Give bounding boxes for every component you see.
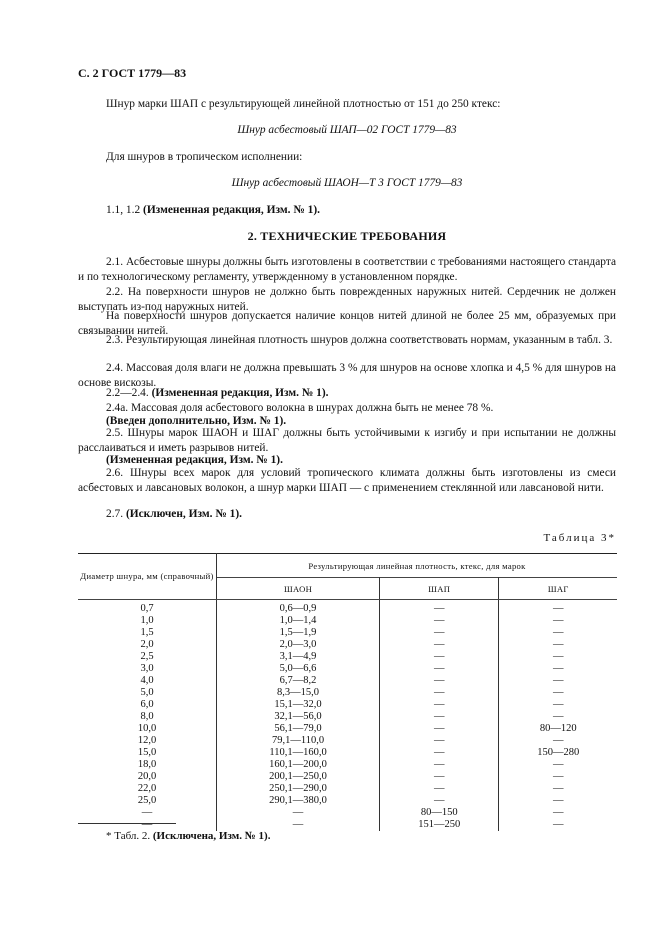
table-row: [78, 687, 617, 699]
table-cell: —: [380, 699, 499, 711]
table-row: [78, 807, 617, 819]
table-cell: 0,6—0,9: [217, 600, 380, 616]
col-header-group: Результирующая линейная плотность, ктекс, для марок: [217, 554, 618, 578]
para-2-2b: На поверхности шнуров допускается наличие концов нитей длиной не более 25 мм, образуемых при связывании нитей.: [78, 310, 616, 337]
designation-example-2: Шнур асбестовый ШАОН—Т 3 ГОСТ 1779—83: [231, 177, 463, 189]
table-row: [78, 735, 617, 747]
footnote-bold: (Исключена, Изм. № 1).: [152, 830, 271, 842]
table-cell: 2,0: [78, 639, 217, 651]
table-cell: —: [380, 723, 499, 735]
table-cell: 290,1—380,0: [217, 795, 380, 807]
table-cell: —: [552, 651, 564, 662]
table-caption: Таблица 3*: [543, 532, 616, 544]
table-cell: —: [380, 795, 499, 807]
table-row: [78, 615, 617, 627]
table-cell: —: [380, 663, 499, 675]
note-bold: (Измененная редакция, Изм. № 1).: [151, 387, 329, 399]
table-cell: 2,5: [78, 651, 217, 663]
table-cell: 200,1—250,0: [217, 771, 380, 783]
section-title: 2. ТЕХНИЧЕСКИЕ ТРЕБОВАНИЯ: [247, 229, 447, 243]
table-row: [78, 639, 617, 651]
table-cell: —: [380, 675, 499, 687]
table-cell: —: [380, 735, 499, 747]
table-cell: —: [380, 759, 499, 771]
table-cell: 5,0—6,6: [217, 663, 380, 675]
table-cell: 3,1—4,9: [217, 651, 380, 663]
table-cell: 32,1—56,0: [217, 711, 380, 723]
table-cell: 10,0: [78, 723, 217, 735]
table-cell: —: [552, 711, 564, 722]
table-row: [78, 723, 617, 735]
table-cell: 3,0: [78, 663, 217, 675]
para-2-5: 2.5. Шнуры марок ШАОН и ШАГ должны быть устойчивыми к изгибу и при испытании не должны расслаиваться и иметь разрывов нитей.: [78, 427, 616, 454]
table-cell: 79,1—110,0: [217, 735, 380, 747]
table-row: [78, 747, 617, 759]
table-cell: 150—280: [537, 747, 580, 758]
table-3: [78, 553, 617, 831]
table-cell: —: [380, 627, 499, 639]
table-cell: 160,1—200,0: [217, 759, 380, 771]
table-cell: 25,0: [78, 795, 217, 807]
table-cell: 18,0: [78, 759, 217, 771]
table-cell: 1,5—1,9: [217, 627, 380, 639]
note-number: 2.2—2.4.: [106, 387, 152, 399]
table-cell: 22,0: [78, 783, 217, 795]
table-row: [78, 771, 617, 783]
table-cell: 8,0: [78, 711, 217, 723]
table-cell: —: [552, 639, 564, 650]
para-2-7: [78, 507, 616, 522]
para-2-6: 2.6. Шнуры всех марок для условий тропического климата должны быть изготовлены из смеси асбестовых и лавсановых волокон, а шнур марки ШАП — с применением стеклянной или лавсановой нити.: [78, 467, 616, 494]
table-cell: 6,7—8,2: [217, 675, 380, 687]
table-cell: —: [78, 819, 217, 831]
table-cell: 4,0: [78, 675, 217, 687]
footnote-text: * Табл. 2.: [106, 830, 153, 842]
table-cell: —: [552, 735, 564, 746]
table-cell: 8,3—15,0: [217, 687, 380, 699]
table-cell: —: [217, 807, 380, 819]
table-cell: —: [380, 639, 499, 651]
table-cell: —: [552, 699, 564, 710]
table-cell: —: [380, 771, 499, 783]
note-bold: (Введен дополнительно, Изм. № 1).: [106, 415, 287, 427]
table-cell: —: [552, 627, 564, 638]
note-number: 2.7.: [106, 508, 126, 520]
table-cell: —: [552, 771, 564, 782]
note-bold: (Исключен, Изм. № 1).: [125, 508, 242, 520]
table-row: [78, 600, 617, 616]
designation-example-1: Шнур асбестовый ШАП—02 ГОСТ 1779—83: [237, 124, 457, 136]
note-number: 1.1, 1.2: [106, 204, 144, 216]
table-row: [78, 795, 617, 807]
table-cell: 56,1—79,0: [217, 723, 380, 735]
table-row: [78, 699, 617, 711]
table-cell: —: [552, 615, 564, 626]
table-cell: 0,7: [78, 600, 217, 616]
table-cell: 20,0: [78, 771, 217, 783]
table-cell: —: [552, 783, 564, 794]
para-2-1: 2.1. Асбестовые шнуры должны быть изготовлены в соответствии с требованиями настоящего стандарта и по технологическому регламенту, утвержденному в установленном порядке.: [78, 256, 616, 283]
table-row: [78, 675, 617, 687]
table-cell: —: [380, 651, 499, 663]
table-cell: 12,0: [78, 735, 217, 747]
table-cell: 15,1—32,0: [217, 699, 380, 711]
footnote-divider: [78, 823, 176, 824]
table-row: [78, 651, 617, 663]
table-cell: —: [552, 759, 564, 770]
table-cell: —: [380, 615, 499, 627]
col-header-shag: ШАГ: [499, 578, 617, 600]
table-row: [78, 627, 617, 639]
table-body: [78, 600, 617, 832]
col-header-shaon: ШАОН: [217, 578, 380, 600]
page-header: С. 2 ГОСТ 1779—83: [78, 66, 187, 80]
table-cell: —: [380, 783, 499, 795]
table-cell: 1,0: [78, 615, 217, 627]
table-cell: —: [217, 819, 380, 831]
note-bold: (Измененная редакция, Изм. № 1).: [143, 204, 320, 216]
table-cell: 15,0: [78, 747, 217, 759]
col-header-diameter: Диаметр шнура, мм (справочный): [78, 554, 217, 600]
para-2-4a: 2.4а. Массовая доля асбестового волокна в шнурах должна быть не менее 78 %.: [106, 402, 494, 414]
table-cell: —: [380, 711, 499, 723]
table-cell: —: [552, 687, 564, 698]
table-cell: —: [380, 747, 499, 759]
note-bold: (Измененная редакция, Изм. № 1).: [106, 454, 283, 466]
table-row: [78, 711, 617, 723]
table-cell: 250,1—290,0: [217, 783, 380, 795]
table-cell: —: [380, 600, 499, 616]
table-cell: —: [78, 807, 217, 819]
table-cell: 80—150: [380, 807, 499, 819]
table-cell: 1,5: [78, 627, 217, 639]
table-cell: —: [552, 663, 564, 674]
table-cell: 80—120: [539, 723, 577, 734]
para-2-2: 2.2. На поверхности шнуров не должно быть поврежденных наружных нитей. Сердечник не должен выступать из-под наружных нитей.: [78, 286, 616, 313]
table-cell: —: [380, 687, 499, 699]
table-cell: 5,0: [78, 687, 217, 699]
table-cell: —: [552, 819, 564, 830]
table-cell: —: [552, 807, 564, 818]
table-cell: —: [552, 603, 564, 614]
para-2-3: 2.3. Результирующая линейная плотность шнуров должна соответствовать нормам, указанным в табл. 3.: [106, 334, 613, 346]
para-2-4: 2.4. Массовая доля влаги не должна превышать 3 % для шнуров на основе хлопка и 4,5 % для шнуров на основе вискозы.: [78, 362, 616, 389]
table-cell: —: [552, 675, 564, 686]
amendment-note-2-2-2-4: [78, 386, 616, 401]
amendment-note-1-1: [78, 203, 616, 218]
footnote: [106, 830, 270, 842]
table-row: [78, 663, 617, 675]
table-cell: 151—250: [380, 819, 499, 831]
table-cell: 110,1—160,0: [217, 747, 380, 759]
table-row: [78, 783, 617, 795]
col-header-shap: ШАП: [380, 578, 499, 600]
intro-line-2: Для шнуров в тропическом исполнении:: [106, 151, 303, 163]
table-cell: 2,0—3,0: [217, 639, 380, 651]
intro-line-1: Шнур марки ШАП с результирующей линейной плотностью от 151 до 250 ктекс:: [106, 98, 501, 110]
table-cell: 6,0: [78, 699, 217, 711]
table-cell: 1,0—1,4: [217, 615, 380, 627]
table-cell: —: [552, 795, 564, 806]
table-row: [78, 759, 617, 771]
